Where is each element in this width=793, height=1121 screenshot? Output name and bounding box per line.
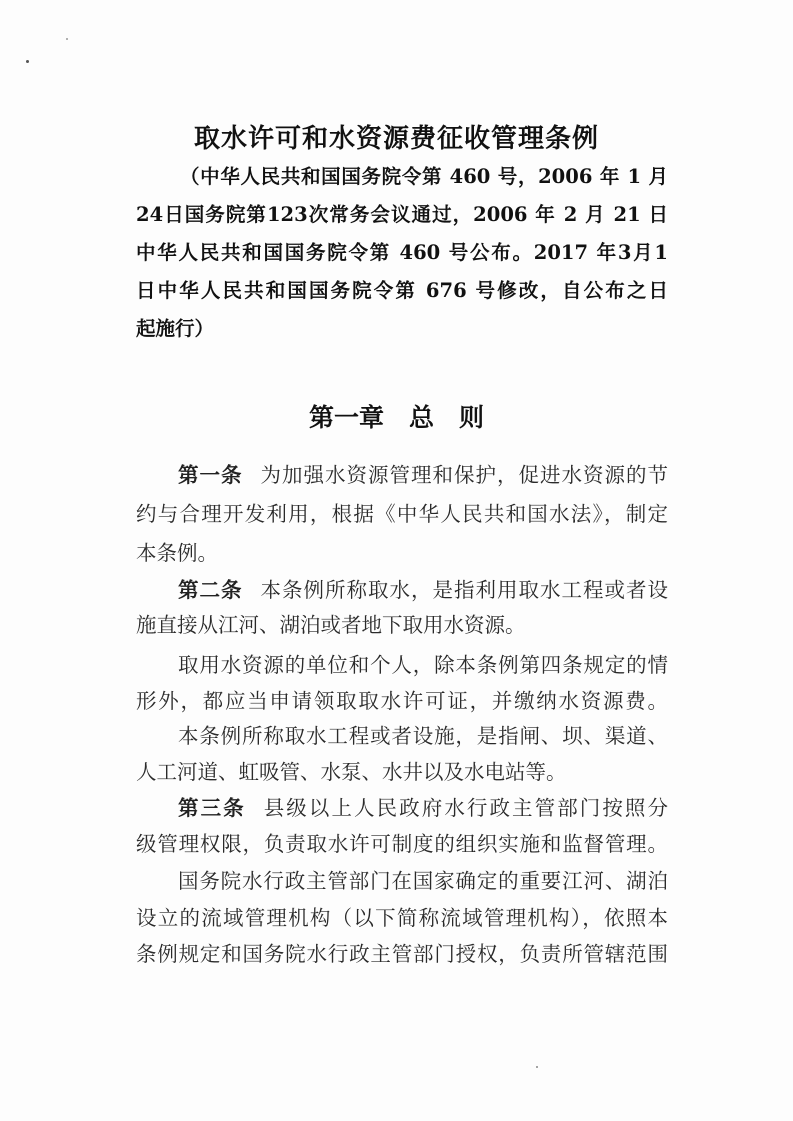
article-text: 为加强水资源管理和保护，促进水资源的节: [260, 463, 668, 487]
article-3-line: 国务院水行政主管部门在国家确定的重要江河、湖泊: [178, 869, 668, 893]
chapter-heading: 第一章 总 则: [308, 403, 484, 432]
article-3-line: [178, 791, 668, 821]
note-line: （中华人民共和国国务院令第 460 号，2006 年 1 月: [180, 165, 668, 188]
document-title: 取水许可和水资源费征收管理条例: [193, 124, 599, 154]
article-3-line: 级管理权限，负责取水许可制度的组织实施和监督管理。: [136, 832, 668, 856]
article-1-line: 本条例。: [136, 541, 218, 565]
scan-speck: [66, 38, 68, 40]
article-2-line: [178, 573, 668, 603]
article-1-line: 约与合理开发利用，根据《中华人民共和国水法》，制定: [136, 502, 668, 526]
article-label: 第一条: [178, 463, 243, 487]
scan-speck: [536, 1066, 538, 1068]
article-2-line: 本条例所称取水工程或者设施，是指闸、坝、渠道、: [178, 724, 668, 748]
note-line: 24日国务院第123次常务会议通过，2006 年 2 月 21 日: [136, 203, 668, 226]
article-3-line: 设立的流域管理机构（以下简称流域管理机构），依照本: [136, 906, 668, 930]
article-label: 第三条: [178, 796, 246, 820]
promulgation-note: [136, 158, 668, 348]
article-1-line: [178, 458, 668, 488]
article-text: 县级以上人民政府水行政主管部门按照分: [263, 796, 669, 820]
note-line: 中华人民共和国国务院令第 460 号公布。2017 年3月1: [136, 241, 668, 264]
article-3-line: 条例规定和国务院水行政主管部门授权，负责所管辖范围: [136, 942, 668, 966]
note-line: 日中华人民共和国国务院令第 676 号修改，自公布之日: [136, 279, 668, 302]
article-label: 第二条: [178, 578, 243, 602]
article-2-line: 施直接从江河、湖泊或者地下取用水资源。: [136, 613, 526, 637]
article-2-line: 取用水资源的单位和个人，除本条例第四条规定的情: [178, 653, 668, 677]
note-line: 起施行）: [136, 317, 215, 340]
article-text: 本条例所称取水，是指利用取水工程或者设: [260, 578, 668, 602]
article-2-line: 形外，都应当申请领取取水许可证，并缴纳水资源费。: [136, 689, 668, 713]
scan-speck: [26, 60, 29, 63]
article-2-line: 人工河道、虹吸管、水泵、水井以及水电站等。: [136, 760, 567, 784]
